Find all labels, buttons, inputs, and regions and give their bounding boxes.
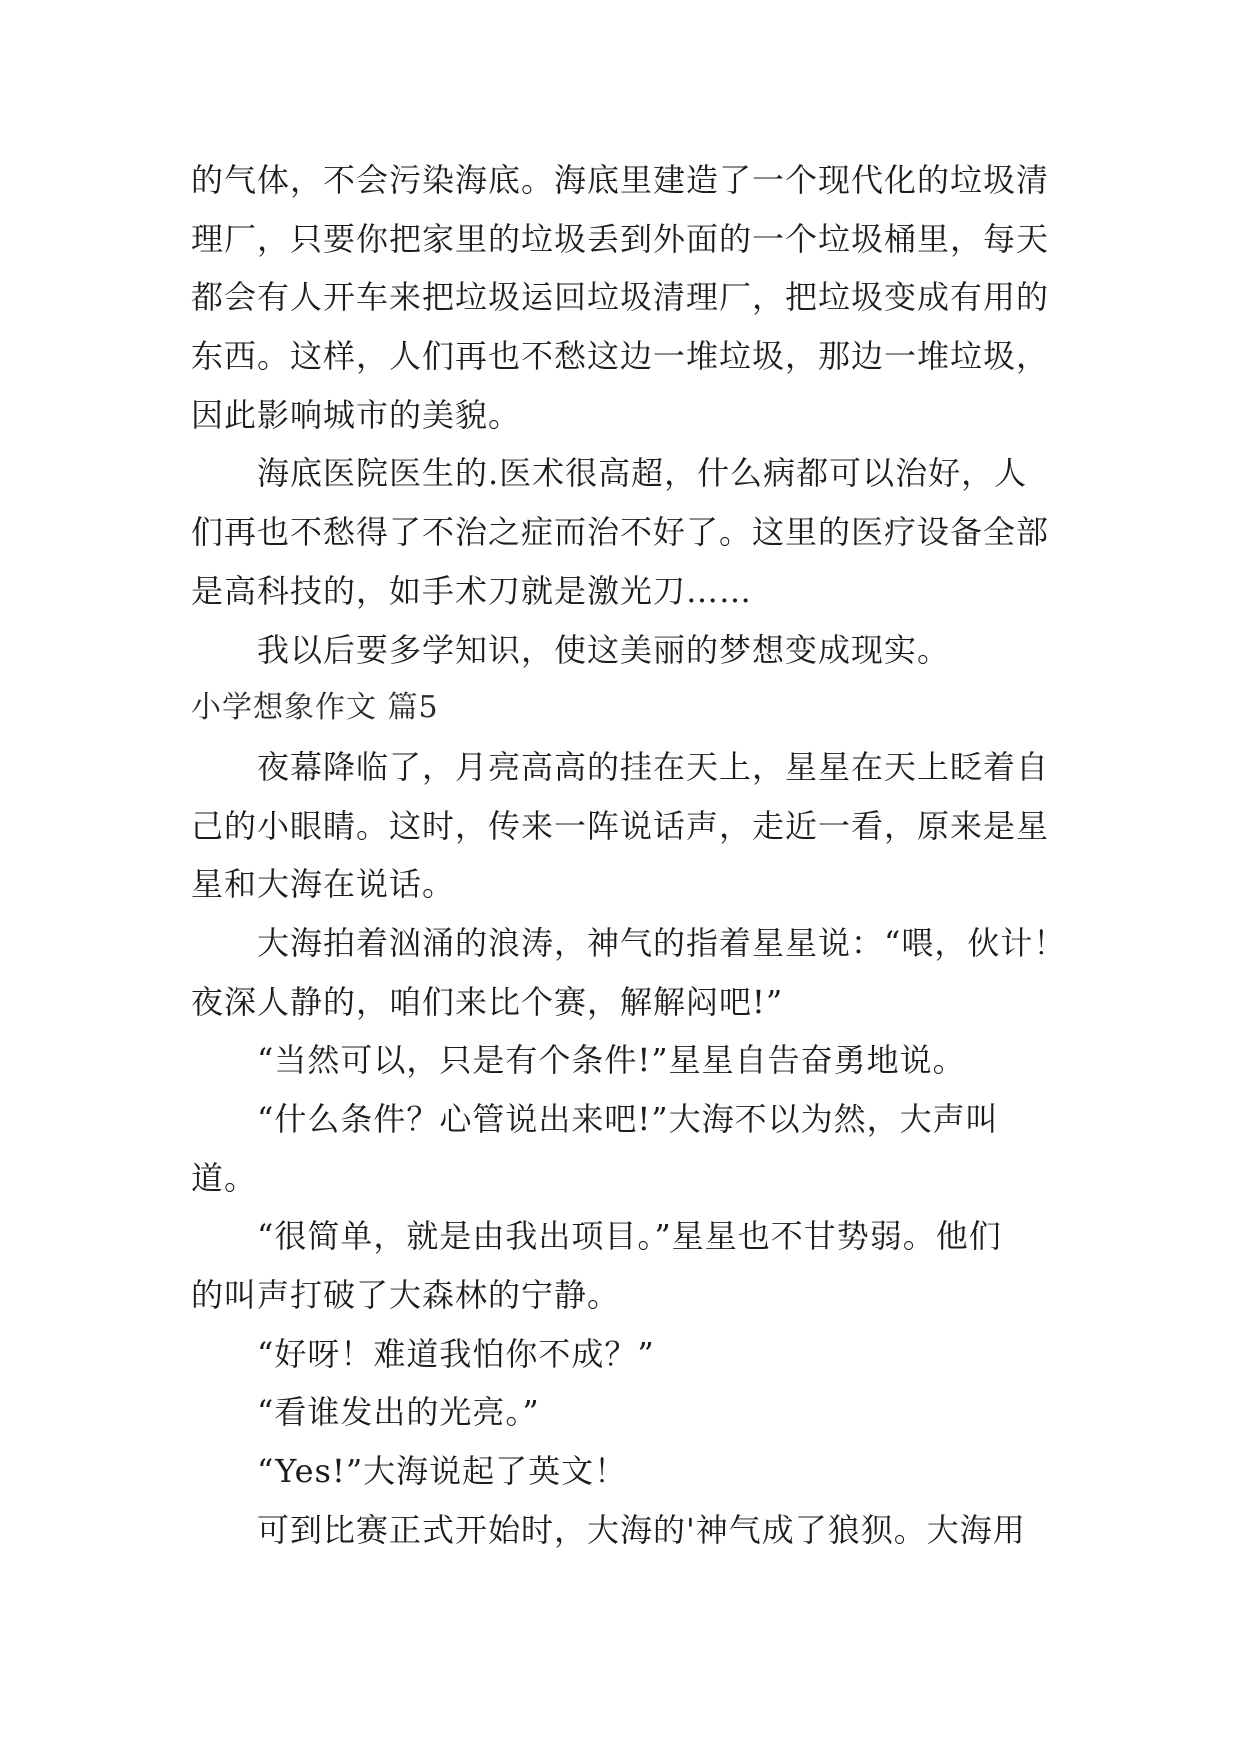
paragraph-first-line: 我以后要多学知识，使这美丽的梦想变成现实。 (257, 630, 951, 669)
text-line: 的叫声打破了大森林的宁静。 (191, 1276, 621, 1315)
text-line: 道。 (191, 1158, 258, 1197)
text-line: 东西。这样，人们再也不愁这边一堆垃圾，那边一堆垃圾， (191, 337, 1050, 376)
paragraph-first-line: 海底医院医生的.医术很高超，什么病都可以治好，人 (257, 454, 1028, 493)
text-line: 己的小眼睛。这时，传来一阵说话声，走近一看，原来是星 (191, 806, 1050, 845)
paragraph-first-line: 大海拍着汹涌的浪涛，神气的指着星星说：“喂，伙计！ (257, 923, 1067, 962)
text-line: 因此影响城市的美貌。 (191, 395, 522, 434)
text-line: 夜深人静的，咱们来比个赛，解解闷吧!” (191, 982, 784, 1021)
paragraph-first-line: “Yes!”大海说起了英文！ (257, 1452, 628, 1491)
paragraph-first-line: 可到比赛正式开始时，大海的'神气成了狼狈。大海用 (257, 1510, 1026, 1549)
text-column (191, 151, 1067, 1560)
text-line: 是高科技的，如手术刀就是激光刀…… (191, 571, 753, 610)
text-line: 理厂，只要你把家里的垃圾丢到外面的一个垃圾桶里，每天 (191, 219, 1050, 258)
text-line: 的气体，不会污染海底。海底里建造了一个现代化的垃圾清 (191, 161, 1050, 199)
paragraph-first-line: “什么条件？心管说出来吧!”大海不以为然，大声叫 (257, 1100, 999, 1138)
text-line: 星和大海在说话。 (191, 865, 456, 904)
text-line: 都会有人开车来把垃圾运回垃圾清理厂，把垃圾变成有用的 (191, 278, 1050, 317)
paragraph-first-line: “好呀！难道我怕你不成？” (257, 1334, 655, 1373)
paragraph-first-line: “当然可以，只是有个条件!”星星自告奋勇地说。 (257, 1041, 966, 1080)
paragraph-first-line: “很简单，就是由我出项目。”星星也不甘势弱。他们 (257, 1217, 1002, 1256)
text-line: 们再也不愁得了不治之症而治不好了。这里的医疗设备全部 (191, 513, 1050, 552)
paragraph-first-line: 夜幕降临了，月亮高高的挂在天上，星星在天上眨着自 (257, 747, 1050, 786)
paragraph-first-line: “看谁发出的光亮。” (257, 1393, 540, 1432)
section-title: 小学想象作文 篇5 (191, 690, 439, 726)
